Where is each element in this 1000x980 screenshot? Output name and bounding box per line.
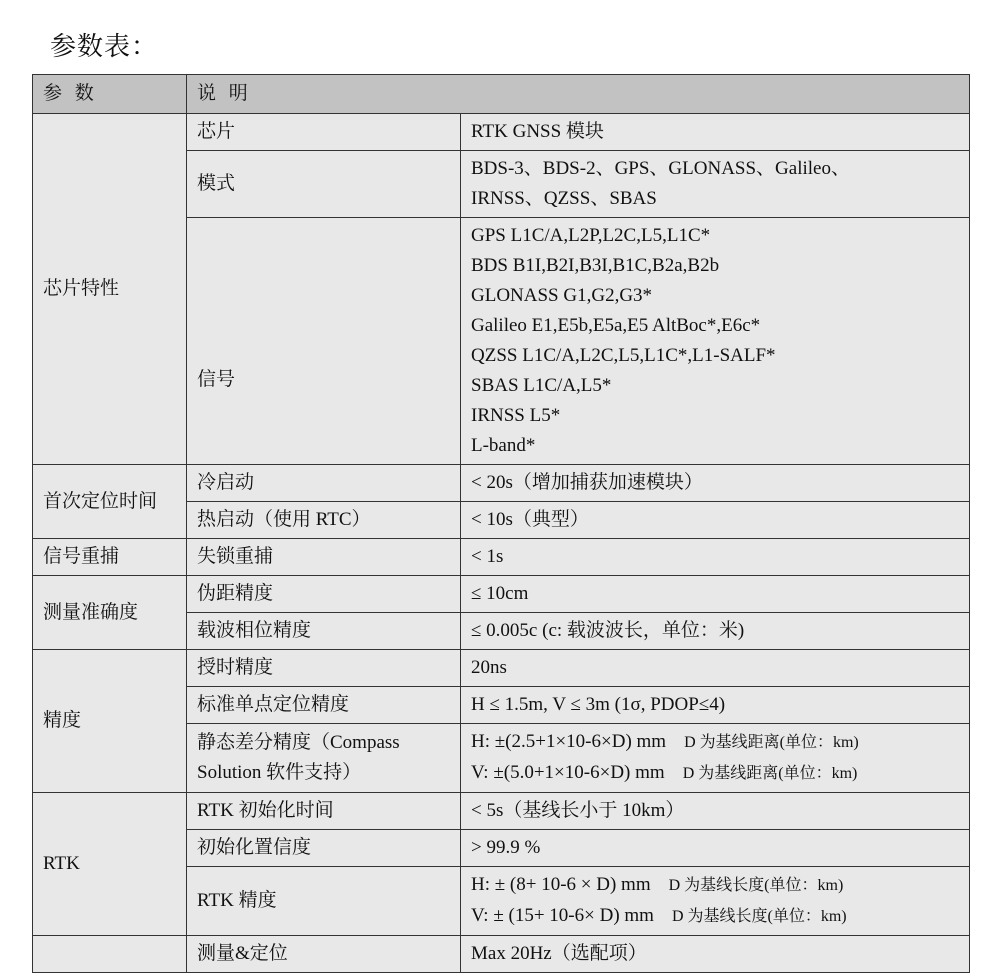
label-cell: RTK 初始化时间 <box>187 793 461 830</box>
signal-line: GLONASS G1,G2,G3* <box>471 285 653 306</box>
page-title: 参数表： <box>50 32 159 62</box>
value-cell: 20ns <box>461 650 970 687</box>
rtk-prec-note: D 为基线长度(单位：km) <box>671 908 847 925</box>
value-line <box>471 758 959 789</box>
label-cell: RTK 精度 <box>187 867 461 936</box>
group-cell: 芯片特性 <box>33 114 187 465</box>
spec-table <box>32 74 970 973</box>
label-cell: 失锁重捕 <box>187 539 461 576</box>
table-row <box>33 793 970 830</box>
value-line: IRNSS、QZSS、SBAS <box>471 188 657 209</box>
label-cell: 初始化置信度 <box>187 830 461 867</box>
label-cell: 载波相位精度 <box>187 613 461 650</box>
signal-line: L-band* <box>471 435 536 456</box>
signal-line: QZSS L1C/A,L2C,L5,L1C*,L1-SALF* <box>471 345 776 366</box>
group-cell: 精度 <box>33 650 187 793</box>
value-cell: < 1s <box>461 539 970 576</box>
value-line: BDS-3、BDS-2、GPS、GLONASS、Galileo、 <box>471 158 850 179</box>
value-cell: Max 20Hz（选配项） <box>461 936 970 973</box>
label-cell: 热启动（使用 RTC） <box>187 502 461 539</box>
label-cell: 标准单点定位精度 <box>187 687 461 724</box>
label-cell: 冷启动 <box>187 465 461 502</box>
value-cell: < 20s（增加捕获加速模块） <box>461 465 970 502</box>
table-row <box>33 539 970 576</box>
static-note: D 为基线距离(单位：km) <box>682 765 858 782</box>
value-cell <box>461 218 970 465</box>
table-row <box>33 576 970 613</box>
signal-line: SBAS L1C/A,L5* <box>471 375 612 396</box>
value-cell: < 5s（基线长小于 10km） <box>461 793 970 830</box>
value-cell: RTK GNSS 模块 <box>461 114 970 151</box>
table-row <box>33 936 970 973</box>
label-cell: 测量&定位 <box>187 936 461 973</box>
label-cell: 芯片 <box>187 114 461 151</box>
value-line <box>471 870 959 901</box>
table-row <box>33 465 970 502</box>
value-line <box>471 901 959 932</box>
table-row <box>33 114 970 151</box>
group-cell: RTK <box>33 793 187 936</box>
static-v: V: ±(5.0+1×10-6×D) mm <box>471 762 665 783</box>
static-note: D 为基线距离(单位：km) <box>684 734 859 751</box>
value-cell: ≤ 10cm <box>461 576 970 613</box>
static-label: 静态差分精度（Compass Solution 软件支持） <box>197 732 400 783</box>
header-param: 参 数 <box>33 75 187 114</box>
group-cell: 信号重捕 <box>33 539 187 576</box>
value-cell <box>461 724 970 793</box>
value-cell <box>461 867 970 936</box>
value-cell: < 10s（典型） <box>461 502 970 539</box>
rtk-prec-v: V: ± (15+ 10-6× D) mm <box>471 905 654 926</box>
signal-line: IRNSS L5* <box>471 405 561 426</box>
group-cell: 首次定位时间 <box>33 465 187 539</box>
label-cell: 伪距精度 <box>187 576 461 613</box>
signal-line: BDS B1I,B2I,B3I,B1C,B2a,B2b <box>471 255 720 276</box>
value-cell: > 99.9 % <box>461 830 970 867</box>
group-cell <box>33 936 187 973</box>
table-row <box>33 650 970 687</box>
value-cell: H ≤ 1.5m, V ≤ 3m (1σ, PDOP≤4) <box>461 687 970 724</box>
rtk-prec-h: H: ± (8+ 10-6 × D) mm <box>471 874 651 895</box>
static-h: H: ±(2.5+1×10-6×D) mm <box>471 731 667 752</box>
value-line <box>471 727 959 758</box>
label-cell: 授时精度 <box>187 650 461 687</box>
table-header-row <box>33 75 970 114</box>
signal-line: Galileo E1,E5b,E5a,E5 AltBoc*,E6c* <box>471 315 761 336</box>
value-cell: ≤ 0.005c (c: 载波波长，单位：米) <box>461 613 970 650</box>
rtk-prec-note: D 为基线长度(单位：km) <box>668 877 844 894</box>
group-cell: 测量准确度 <box>33 576 187 650</box>
signal-line: GPS L1C/A,L2P,L2C,L5,L1C* <box>471 225 711 246</box>
value-cell <box>461 151 970 218</box>
label-cell: 模式 <box>187 151 461 218</box>
label-cell: 信号 <box>187 218 461 465</box>
header-desc: 说 明 <box>187 75 970 114</box>
label-cell <box>187 724 461 793</box>
